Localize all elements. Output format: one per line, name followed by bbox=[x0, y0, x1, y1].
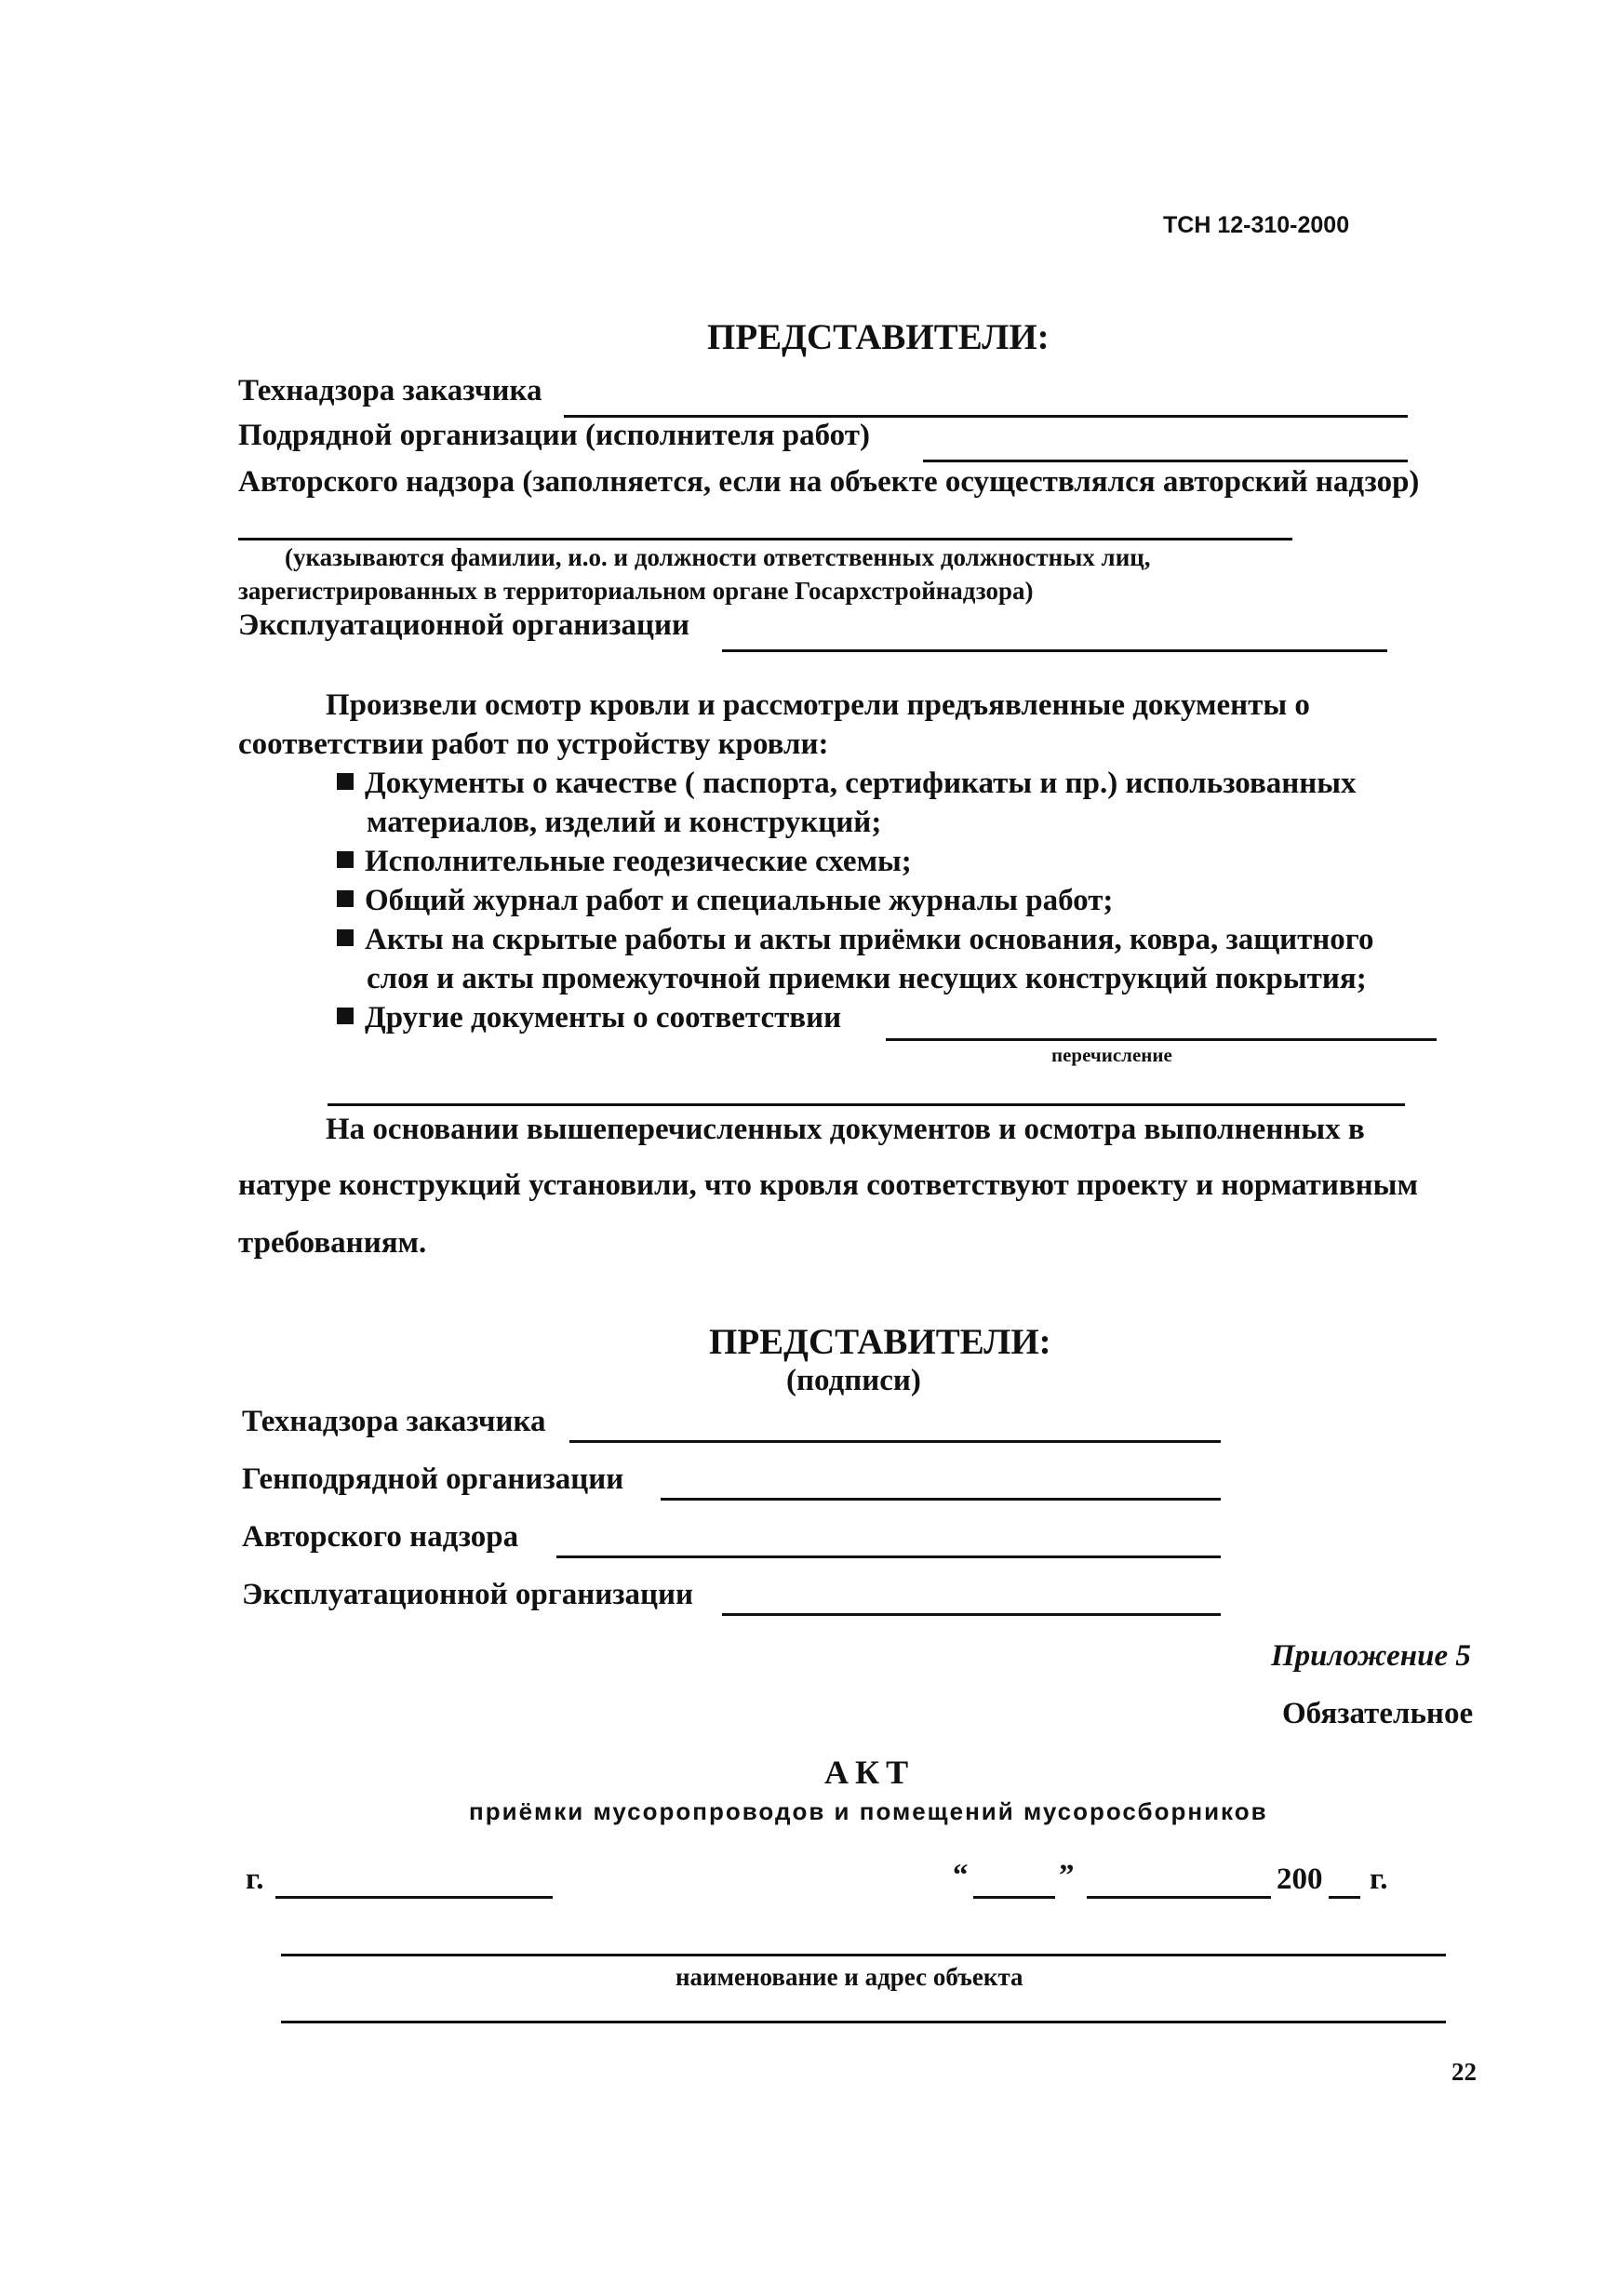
sig-field-operating-label: Эксплуатационной организации bbox=[242, 1578, 694, 1611]
quote-open: “ bbox=[953, 1859, 969, 1892]
conclusion-line-1: На основании вышеперечисленных документов и осмотра выполненных в bbox=[326, 1113, 1365, 1146]
conclusion-line-2: натуре конструкций установили, что кровля соответствуют проекту и нормативным bbox=[238, 1168, 1418, 1202]
document-code: ТСН 12-310-2000 bbox=[1163, 212, 1350, 238]
bullet-square-icon bbox=[337, 929, 354, 946]
year-suffix: г. bbox=[1370, 1862, 1388, 1896]
object-address-line[interactable] bbox=[281, 2021, 1446, 2023]
intro-line-2: соответствии работ по устройству кровли: bbox=[238, 728, 829, 761]
rep-field-operating-label: Эксплуатационной организации bbox=[238, 608, 690, 642]
city-prefix: г. bbox=[246, 1862, 264, 1896]
sig-field-general-contractor-line[interactable] bbox=[661, 1498, 1221, 1501]
other-docs-line[interactable] bbox=[886, 1038, 1437, 1041]
bullet-square-icon bbox=[337, 851, 354, 868]
object-caption: наименование и адрес объекта bbox=[675, 1963, 1023, 1991]
bullet-square-icon bbox=[337, 890, 354, 907]
year-line[interactable] bbox=[1329, 1896, 1360, 1899]
bullet-item-hidden-works-cont: слоя и акты промежуточной приемки несущих конструкций покрытия; bbox=[367, 962, 1367, 995]
bullet-item-other-docs: Другие документы о соответствии bbox=[337, 1001, 841, 1035]
page-number: 22 bbox=[1451, 2058, 1477, 2086]
representatives-title: ПРЕДСТАВИТЕЛИ: bbox=[707, 317, 1050, 357]
sig-field-author-label: Авторского надзора bbox=[242, 1520, 519, 1554]
year-prefix: 200 bbox=[1277, 1862, 1323, 1896]
note-line-1: (указываются фамилии, и.о. и должности ответственных должностных лиц, bbox=[285, 543, 1151, 571]
bullet-item-geodetic: Исполнительные геодезические схемы; bbox=[337, 845, 912, 879]
quote-close: ” bbox=[1059, 1859, 1075, 1892]
rep-field-contractor-line[interactable] bbox=[923, 460, 1408, 462]
sig-field-general-contractor-label: Генподрядной организации bbox=[242, 1462, 624, 1496]
appendix-status: Обязательное bbox=[1282, 1697, 1474, 1730]
rep-field-operating-line[interactable] bbox=[722, 649, 1387, 652]
enumeration-continuation-line[interactable] bbox=[328, 1103, 1405, 1106]
sig-field-customer-label: Технадзора заказчика bbox=[242, 1405, 546, 1438]
appendix-label: Приложение 5 bbox=[1271, 1639, 1471, 1673]
month-line[interactable] bbox=[1087, 1896, 1271, 1899]
city-line[interactable] bbox=[275, 1896, 553, 1899]
bullet-item-hidden-works: Акты на скрытые работы и акты приёмки основания, ковра, защитного bbox=[337, 923, 1373, 957]
act-title: АКТ bbox=[824, 1754, 916, 1791]
sig-field-operating-line[interactable] bbox=[722, 1613, 1221, 1616]
bullet-item-journals: Общий журнал работ и специальные журналы работ; bbox=[337, 884, 1113, 918]
rep-field-author-label: Авторского надзора (заполняется, если на объекте осуществлялся авторский надзор) bbox=[238, 465, 1420, 499]
day-line[interactable] bbox=[973, 1896, 1055, 1899]
bullet-square-icon bbox=[337, 773, 354, 790]
object-name-line[interactable] bbox=[281, 1954, 1446, 1956]
conclusion-line-3: требованиям. bbox=[238, 1226, 427, 1260]
sig-field-customer-line[interactable] bbox=[569, 1440, 1221, 1443]
note-line-2: зарегистрированных в территориальном органе Госархстройнадзора) bbox=[238, 577, 1034, 605]
rep-field-customer-line[interactable] bbox=[564, 415, 1408, 418]
bullet-item-quality-docs: Документы о качестве ( паспорта, сертификаты и пр.) использованных bbox=[337, 767, 1357, 801]
act-subtitle: приёмки мусоропроводов и помещений мусоросборников bbox=[469, 1797, 1268, 1825]
rep-field-customer-label: Технадзора заказчика bbox=[238, 374, 542, 407]
bullet-square-icon bbox=[337, 1008, 354, 1024]
sig-field-author-line[interactable] bbox=[556, 1555, 1221, 1558]
intro-line-1: Произвели осмотр кровли и рассмотрели предъявленные документы о bbox=[326, 688, 1310, 722]
rep-field-contractor-label: Подрядной организации (исполнителя работ) bbox=[238, 419, 870, 452]
enumeration-caption: перечисление bbox=[1051, 1044, 1172, 1066]
signatures-title: ПРЕДСТАВИТЕЛИ: bbox=[709, 1322, 1051, 1362]
bullet-item-quality-docs-cont: материалов, изделий и конструкций; bbox=[367, 806, 882, 839]
signatures-subtitle: (подписи) bbox=[786, 1364, 921, 1397]
rep-field-author-line[interactable] bbox=[238, 538, 1292, 541]
